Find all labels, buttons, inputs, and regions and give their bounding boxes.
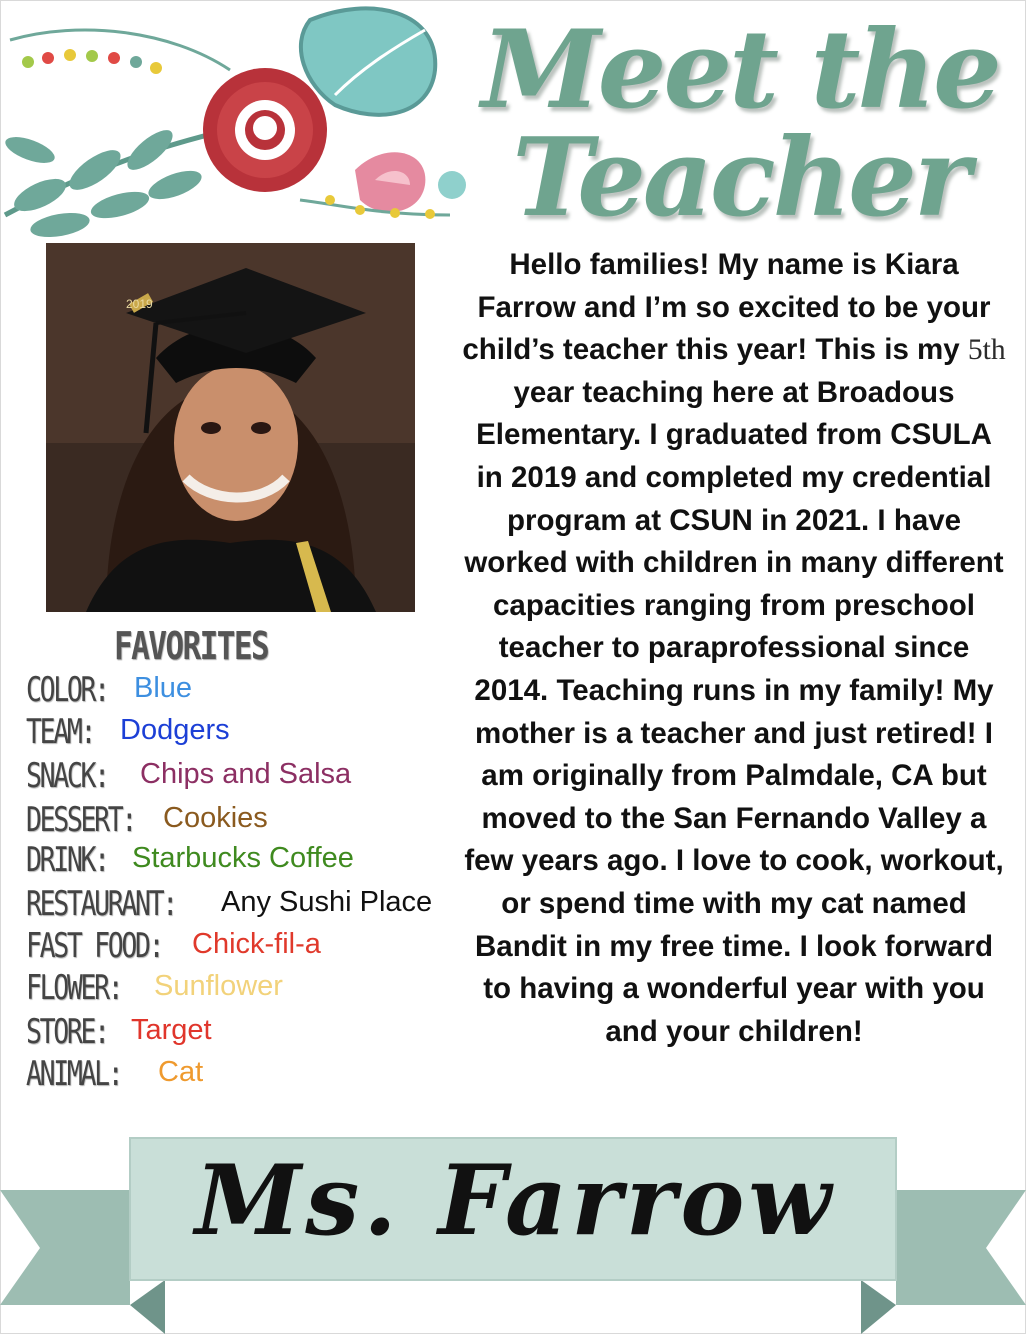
favorite-label: FLOWER: xyxy=(26,968,122,1008)
favorite-value: Starbucks Coffee xyxy=(132,842,354,874)
tassel-year: 2019 xyxy=(126,297,153,311)
favorites-heading: FAVORITES xyxy=(114,624,269,668)
bio-text-end: year teaching here at Broadous Elementary. I graduated from CSULA in 2019 and completed my credential program at CSUN in 2021. I have worked with children in many different capacities ranging from preschool teacher to paraprofessional since 2014. Teaching runs in my family! My mother is a teacher and just retired! I am originally from Palmdale, CA but moved to the San Fernando Valley a few years ago. I love to cook, workout, or spend time with my cat named Bandit in my free time. I look forward to having a wonderful year with you and your children! xyxy=(464,375,1004,1048)
berry-stem-icon xyxy=(10,30,230,74)
favorite-restaurant xyxy=(26,884,433,928)
favorite-team xyxy=(26,712,230,756)
favorite-color xyxy=(26,670,193,714)
favorite-value: Dodgers xyxy=(120,714,230,746)
teal-leaf-icon xyxy=(301,8,435,114)
favorite-value: Cat xyxy=(158,1056,204,1088)
bio-text-start: Hello families! My name is Kiara Farrow and I’m so excited to be your child’s teacher this year! This is my xyxy=(462,248,991,367)
favorite-flower xyxy=(26,968,283,1012)
favorite-value: Chick-fil-a xyxy=(192,928,321,960)
red-flower-icon xyxy=(203,68,327,192)
favorite-label: DESSERT: xyxy=(26,800,136,840)
portrait-illustration xyxy=(46,243,415,612)
favorite-store xyxy=(26,1012,212,1056)
teacher-bio xyxy=(462,244,1006,1053)
favorite-label: DRINK: xyxy=(26,840,108,880)
favorite-label: RESTAURANT: xyxy=(26,884,176,924)
favorite-label: FAST FOOD: xyxy=(26,926,163,966)
teacher-name: Ms. Farrow xyxy=(194,1144,836,1257)
favorite-value: Sunflower xyxy=(154,970,283,1002)
floral-decoration xyxy=(0,0,480,240)
favorite-dessert xyxy=(26,800,268,844)
favorite-snack xyxy=(26,756,352,800)
bio-ordinal: 5th xyxy=(967,334,1006,367)
favorite-value: Any Sushi Place xyxy=(221,886,433,918)
favorite-label: COLOR: xyxy=(26,670,108,710)
favorite-value: Cookies xyxy=(163,802,268,834)
teacher-photo xyxy=(46,243,415,612)
favorite-value: Chips and Salsa xyxy=(140,758,352,790)
favorite-value: Target xyxy=(131,1014,212,1046)
favorite-label: TEAM: xyxy=(26,712,95,752)
title-line-2: Teacher xyxy=(512,115,968,241)
pink-bud-icon xyxy=(355,152,466,212)
favorite-label: ANIMAL: xyxy=(26,1054,122,1094)
favorite-label: SNACK: xyxy=(26,756,108,796)
favorite-fast-food xyxy=(26,926,321,970)
favorite-drink xyxy=(26,840,354,884)
title-line-1: Meet the xyxy=(481,7,999,133)
page-title xyxy=(470,6,1010,242)
favorite-value: Blue xyxy=(134,672,193,704)
favorite-animal xyxy=(26,1054,204,1098)
favorite-label: STORE: xyxy=(26,1012,108,1052)
